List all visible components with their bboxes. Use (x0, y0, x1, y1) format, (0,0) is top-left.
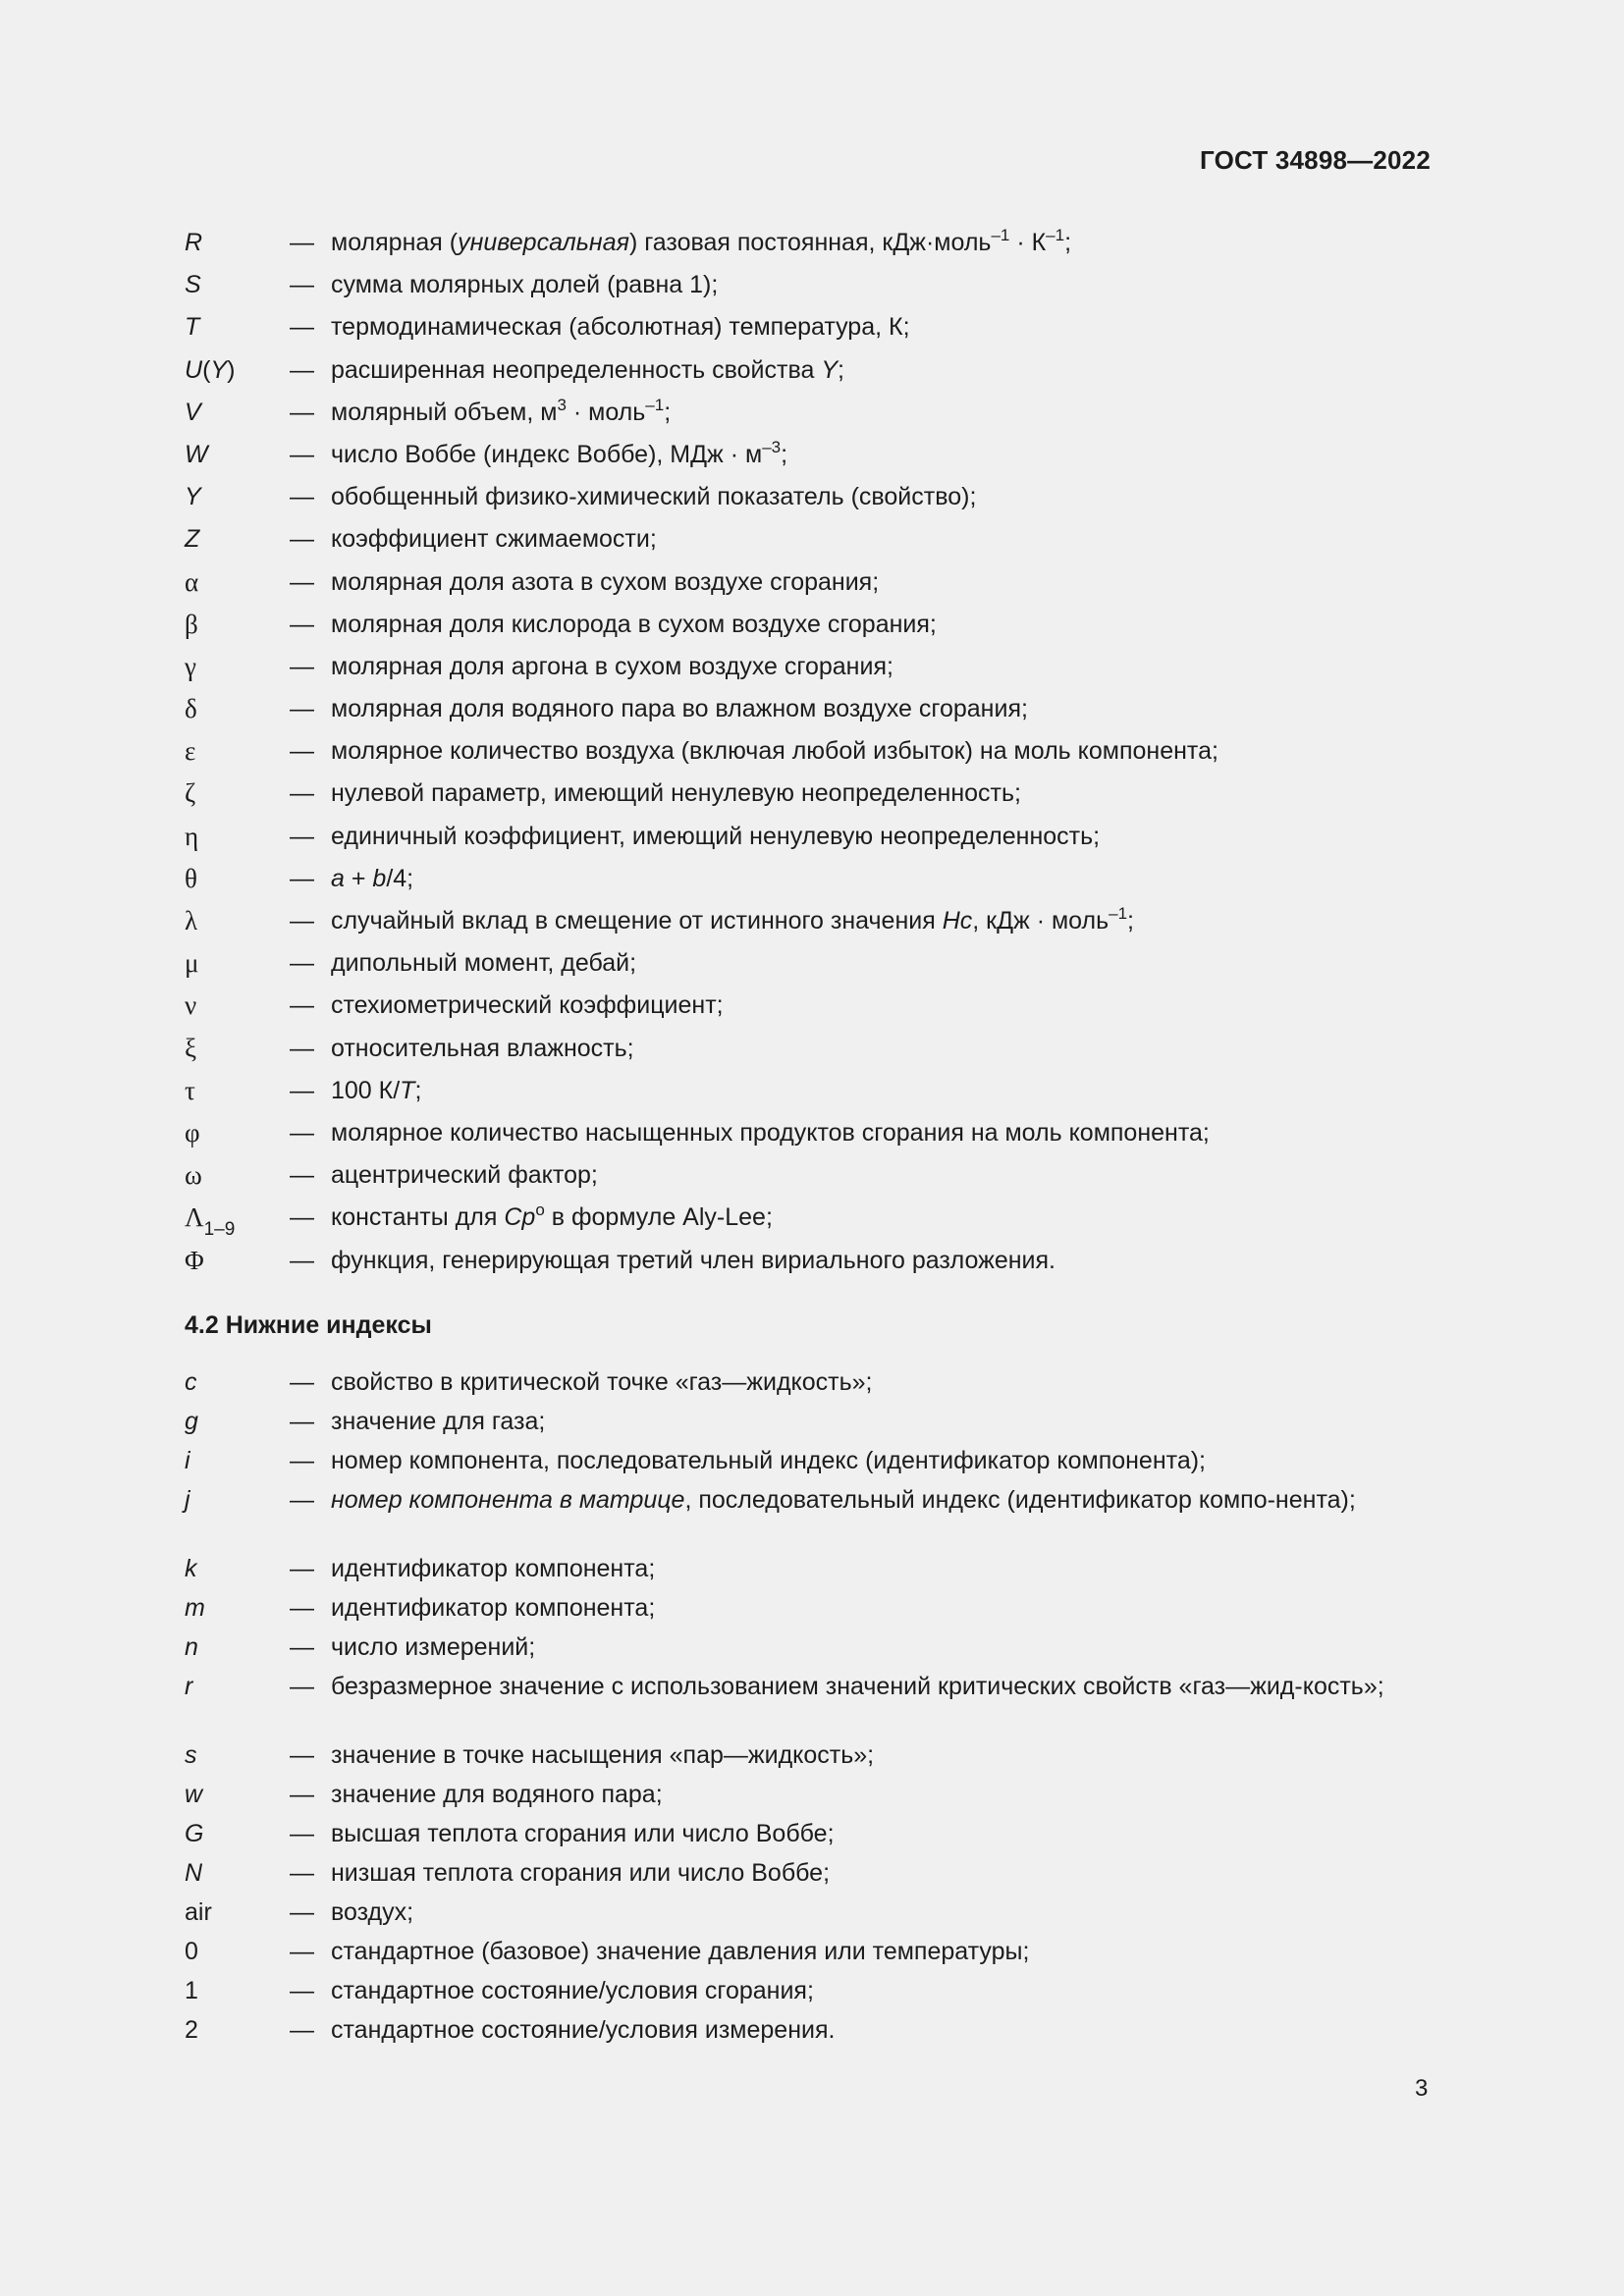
subscript-definition-row (185, 1740, 1432, 1780)
definition-text: значение для газа; (331, 1408, 546, 1435)
em-dash-separator: — (290, 652, 314, 680)
definition-text: обобщенный физико-химический показатель (свойство); (331, 483, 977, 511)
em-dash-separator: — (290, 313, 314, 342)
definition-text: сумма молярных долей (равна 1); (331, 271, 719, 299)
subscript-symbol: m (185, 1594, 205, 1622)
symbol-definition-row (185, 1118, 1432, 1160)
symbols-list (185, 228, 1432, 1288)
subscript-definition-row (185, 1897, 1432, 1937)
definition-text: случайный вклад в смещение от истинного значения Hc, кДж · моль$^{-1}$; (331, 904, 1134, 934)
subscript-symbol: s (185, 1741, 197, 1769)
subscript-symbol: j (185, 1486, 190, 1514)
subscript-symbol: g (185, 1408, 198, 1435)
symbol-definition-row (185, 864, 1432, 906)
subscript-definition-row (185, 1485, 1432, 1554)
subscript-symbol: G (185, 1820, 204, 1847)
em-dash-separator: — (290, 1203, 314, 1232)
symbol-definition-row (185, 567, 1432, 610)
definition-text: значение для водяного пара; (331, 1781, 663, 1808)
definition-text: стехиометрический коэффициент; (331, 991, 724, 1020)
em-dash-separator: — (290, 1594, 314, 1622)
em-dash-separator: — (290, 440, 314, 468)
definition-text: молярная доля аргона в сухом воздухе сгорания; (331, 652, 893, 680)
em-dash-separator: — (290, 1246, 314, 1274)
definition-text: идентификатор компонента; (331, 1594, 656, 1622)
subscript-definition-row (185, 2015, 1432, 2055)
definition-text: число измерений; (331, 1633, 536, 1661)
subscript-symbol: 2 (185, 2016, 198, 2044)
symbol: Φ (185, 1245, 204, 1275)
symbol-definition-row (185, 1246, 1432, 1288)
definition-text: функция, генерирующая третий член вириального разложения. (331, 1246, 1056, 1274)
section-heading-subscripts: 4.2 Нижние индексы (185, 1311, 432, 1339)
symbol-definition-row (185, 948, 1432, 990)
subscript-symbol: c (185, 1368, 197, 1396)
definition-text: высшая теплота сгорания или число Воббе; (331, 1820, 835, 1847)
symbol: μ (185, 948, 199, 979)
subscript-definition-row (185, 1780, 1432, 1819)
definition-text: термодинамическая (абсолютная) температура, К; (331, 313, 910, 342)
definition-text: номер компонента, последовательный индекс (идентификатор компонента); (331, 1447, 1206, 1474)
symbol-definition-row (185, 694, 1432, 736)
definition-text: молярная доля азота в сухом воздухе сгорания; (331, 567, 880, 596)
definition-text: расширенная неопределенность свойства Y; (331, 355, 844, 384)
symbol: η (185, 821, 199, 851)
em-dash-separator: — (290, 1447, 314, 1474)
subscript-definition-row (185, 1976, 1432, 2015)
em-dash-separator: — (290, 1408, 314, 1435)
em-dash-separator: — (290, 1161, 314, 1190)
definition-text: молярное количество воздуха (включая любой избыток) на моль компонента; (331, 737, 1218, 766)
definition-text: свойство в критической точке «газ—жидкость»; (331, 1368, 873, 1396)
symbol: ζ (185, 778, 196, 809)
em-dash-separator: — (290, 2016, 314, 2044)
em-dash-separator: — (290, 610, 314, 638)
document-header: ГОСТ 34898—2022 (1200, 145, 1431, 175)
em-dash-separator: — (290, 1633, 314, 1661)
symbol: T (185, 313, 200, 342)
em-dash-separator: — (290, 737, 314, 766)
em-dash-separator: — (290, 271, 314, 299)
definition-text: 100 К/T; (331, 1076, 422, 1104)
symbol: β (185, 609, 198, 639)
symbol-definition-row (185, 1034, 1432, 1076)
subscript-symbol: k (185, 1555, 197, 1582)
symbol-definition-row (185, 355, 1432, 398)
symbol: τ (185, 1075, 195, 1105)
subscript-definition-row (185, 1819, 1432, 1858)
em-dash-separator: — (290, 991, 314, 1020)
subscript-symbol: N (185, 1859, 203, 1887)
subscript-definition-row (185, 1407, 1432, 1446)
definition-text: стандартное состояние/условия измерения. (331, 2016, 836, 2044)
symbol: ε (185, 736, 196, 767)
symbol: ν (185, 990, 197, 1021)
subscript-symbol: w (185, 1781, 203, 1808)
definition-text: молярное количество насыщенных продуктов сгорания на моль компонента; (331, 1118, 1210, 1147)
subscript-symbol: r (185, 1673, 193, 1700)
symbol: W (185, 440, 208, 468)
symbol: ω (185, 1160, 202, 1191)
subscript-definition-row (185, 1672, 1432, 1740)
em-dash-separator: — (290, 1938, 314, 1965)
symbol-definition-row (185, 906, 1432, 948)
subscript-symbol: air (185, 1898, 212, 1926)
symbol: Y (185, 483, 201, 511)
symbol-definition-row (185, 652, 1432, 694)
symbol-definition-row (185, 822, 1432, 864)
em-dash-separator: — (290, 1820, 314, 1847)
symbol: Z (185, 525, 200, 554)
subscript-definition-row (185, 1593, 1432, 1632)
definition-text: воздух; (331, 1898, 414, 1926)
em-dash-separator: — (290, 1898, 314, 1926)
em-dash-separator: — (290, 355, 314, 384)
em-dash-separator: — (290, 483, 314, 511)
em-dash-separator: — (290, 1034, 314, 1062)
symbol: φ (185, 1117, 200, 1148)
em-dash-separator: — (290, 567, 314, 596)
em-dash-separator: — (290, 949, 314, 978)
symbol: γ (185, 651, 196, 681)
definition-text: ацентрический фактор; (331, 1161, 598, 1190)
symbol-definition-row (185, 990, 1432, 1033)
definition-text: число Воббе (индекс Воббе), МДж · $м^{-3}$; (331, 437, 788, 468)
definition-text: стандартное состояние/условия сгорания; (331, 1977, 814, 2004)
subscript-symbol: 0 (185, 1938, 198, 1965)
subscript-definition-row (185, 1858, 1432, 1897)
em-dash-separator: — (290, 1118, 314, 1147)
definition-text: безразмерное значение с использованием значений критических свойств «газ—жид-кость»; (331, 1673, 1384, 1700)
subscript-symbol: i (185, 1447, 190, 1474)
symbol-definition-row (185, 1202, 1432, 1245)
definition-text: коэффициент сжимаемости; (331, 525, 657, 554)
symbol-definition-row (185, 482, 1432, 524)
definition-text: номер компонента в матрице, последовательный индекс (идентификатор компо-нента); (331, 1486, 1356, 1514)
symbol: R (185, 229, 203, 256)
em-dash-separator: — (290, 525, 314, 554)
subscript-definition-row (185, 1554, 1432, 1593)
symbol: δ (185, 694, 197, 724)
definition-text: нулевой параметр, имеющий ненулевую неопределенность; (331, 779, 1021, 808)
definition-text: идентификатор компонента; (331, 1555, 656, 1582)
definition-text: значение в точке насыщения «пар—жидкость»; (331, 1741, 875, 1769)
subscript-definition-row (185, 1632, 1432, 1672)
symbol-definition-row (185, 524, 1432, 566)
subscripts-list (185, 1367, 1432, 2055)
symbol-definition-row (185, 228, 1432, 270)
page-number: 3 (1415, 2075, 1429, 2102)
symbol: ξ (185, 1033, 197, 1063)
symbol-definition-row (185, 270, 1432, 312)
em-dash-separator: — (290, 1555, 314, 1582)
definition-text: молярная (универсальная) газовая постоянная, кДж·моль$^{-1}$ · $К^{-1}$; (331, 226, 1072, 256)
em-dash-separator: — (290, 1076, 314, 1104)
symbol-definition-row (185, 312, 1432, 354)
symbol: S (185, 271, 201, 299)
symbol-definition-row (185, 610, 1432, 652)
symbol: $\Lambda_{1-9}$ (185, 1202, 236, 1241)
symbol-definition-row (185, 736, 1432, 778)
definition-text: молярная доля водяного пара во влажном воздухе сгорания; (331, 695, 1028, 723)
symbol: V (185, 398, 201, 426)
definition-text: константы для Cp$^o$ в формуле Aly-Lee; (331, 1201, 773, 1232)
subscript-definition-row (185, 1446, 1432, 1485)
definition-text: a + b/4; (331, 864, 414, 892)
em-dash-separator: — (290, 1741, 314, 1769)
definition-text: дипольный момент, дебай; (331, 949, 637, 978)
subscript-definition-row (185, 1367, 1432, 1407)
em-dash-separator: — (290, 907, 314, 934)
em-dash-separator: — (290, 398, 314, 426)
symbol-definition-row (185, 395, 1432, 440)
definition-text: относительная влажность; (331, 1034, 634, 1062)
em-dash-separator: — (290, 229, 314, 256)
definition-text: молярная доля кислорода в сухом воздухе сгорания; (331, 610, 937, 638)
em-dash-separator: — (290, 1673, 314, 1700)
symbol: U(Y) (185, 355, 236, 384)
symbol-definition-row (185, 1160, 1432, 1202)
symbol: λ (185, 906, 198, 935)
em-dash-separator: — (290, 1781, 314, 1808)
subscript-symbol: n (185, 1633, 198, 1661)
symbol-definition-row (185, 778, 1432, 821)
em-dash-separator: — (290, 1859, 314, 1887)
symbol-definition-row (185, 437, 1432, 482)
symbol: θ (185, 863, 197, 893)
symbol: α (185, 566, 199, 597)
subscript-symbol: 1 (185, 1977, 198, 2004)
definition-text: стандартное (базовое) значение давления или температуры; (331, 1938, 1030, 1965)
subscript-definition-row (185, 1937, 1432, 1976)
em-dash-separator: — (290, 822, 314, 850)
em-dash-separator: — (290, 695, 314, 723)
em-dash-separator: — (290, 864, 314, 892)
symbol-definition-row (185, 1076, 1432, 1118)
definition-text: единичный коэффициент, имеющий ненулевую неопределенность; (331, 822, 1101, 850)
definition-text: молярный объем, $м^3$ · моль$^{-1}$; (331, 395, 672, 426)
definition-text: низшая теплота сгорания или число Воббе; (331, 1859, 831, 1887)
em-dash-separator: — (290, 1486, 314, 1514)
em-dash-separator: — (290, 1977, 314, 2004)
em-dash-separator: — (290, 1368, 314, 1396)
em-dash-separator: — (290, 779, 314, 808)
